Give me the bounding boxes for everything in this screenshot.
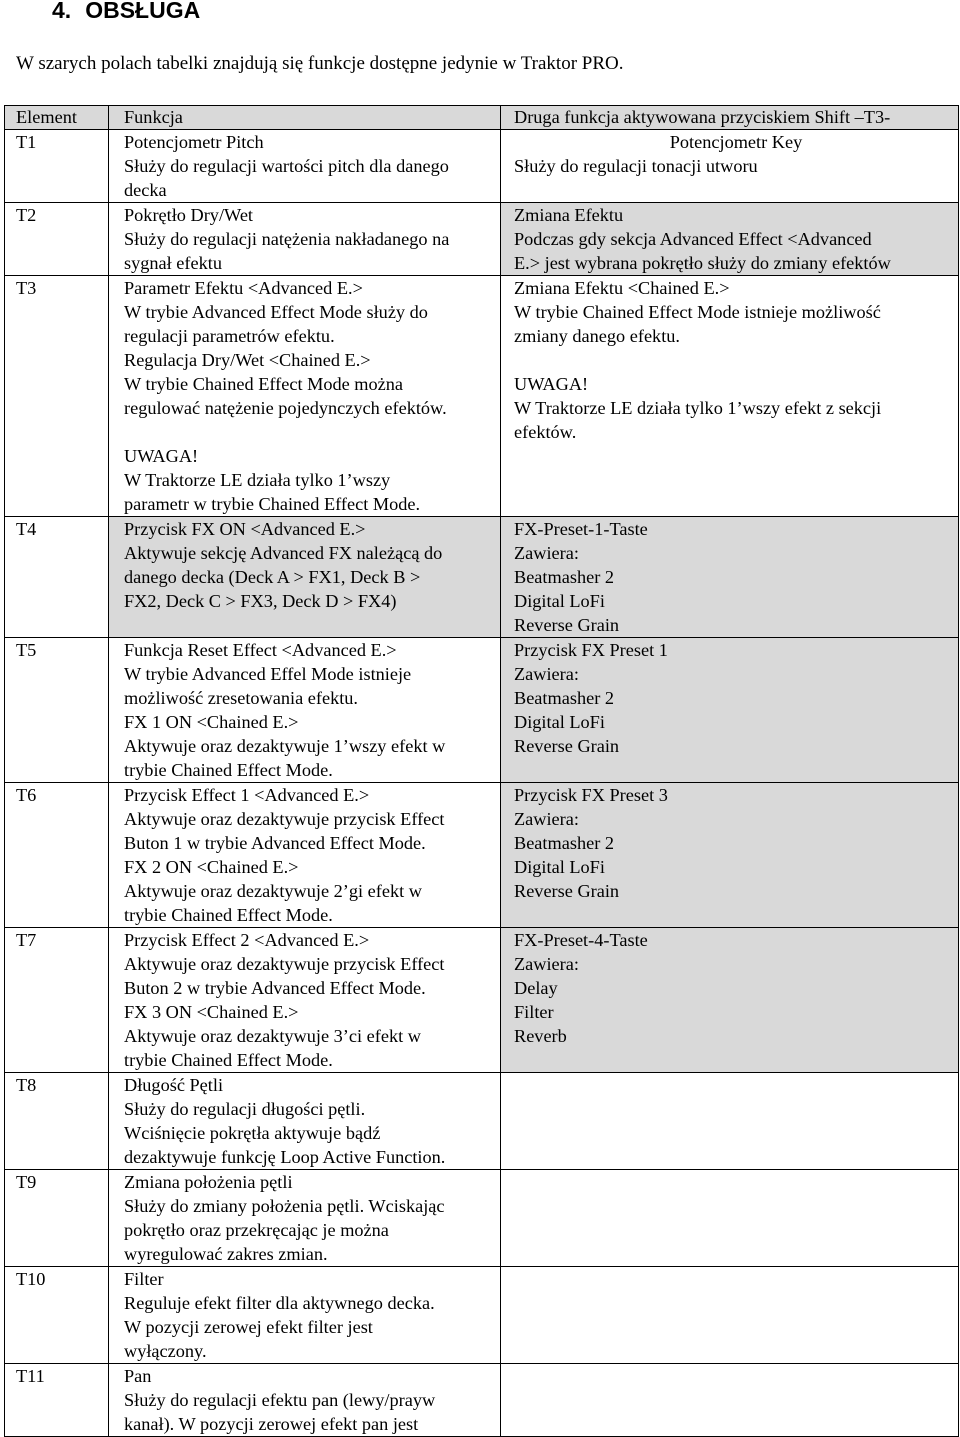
function-cell: [109, 638, 501, 783]
table-row: [5, 1364, 959, 1437]
function-line: Służy do zmiany położenia pętli. Wciskając: [124, 1196, 445, 1216]
function-line: W trybie Advanced Effect Mode służy do: [124, 302, 428, 322]
table-row: [5, 1170, 959, 1267]
function-line: Potencjometr Pitch: [124, 132, 264, 152]
table-row: [5, 517, 959, 638]
function-line: Aktywuje oraz dezaktywuje przycisk Effect: [124, 954, 445, 974]
second-function-line: Digital LoFi: [514, 857, 605, 877]
function-line: W trybie Chained Effect Mode można: [124, 374, 404, 394]
function-line: decka: [124, 180, 167, 200]
second-function-line: Delay: [514, 978, 558, 998]
function-line: parametr w trybie Chained Effect Mode.: [124, 494, 421, 514]
function-line: sygnał efektu: [124, 253, 222, 273]
function-line: Służy do regulacji efektu pan (lewy/prayw: [124, 1390, 436, 1410]
second-function-cell: [501, 203, 959, 276]
element-id-cell: T3: [5, 276, 109, 517]
controls-table: [4, 105, 959, 1437]
function-line: dezaktywuje funkcję Loop Active Function.: [124, 1147, 446, 1167]
function-line: Reguluje efekt filter dla aktywnego decka.: [124, 1293, 435, 1313]
second-function-line: Zawiera:: [514, 543, 579, 563]
function-line: kanał). W pozycji zerowej efekt pan jest: [124, 1414, 419, 1434]
table-header-row: [5, 106, 959, 130]
second-function-line: E.> jest wybrana pokrętło służy do zmiany efektów: [514, 253, 891, 273]
element-id-cell: T9: [5, 1170, 109, 1267]
function-line: Aktywuje oraz dezaktywuje 2’gi efekt w: [124, 881, 422, 901]
function-line: W trybie Advanced Effel Mode istnieje: [124, 664, 412, 684]
second-function-line: Przycisk FX Preset 1: [514, 640, 668, 660]
second-function-line: [514, 348, 958, 372]
second-function-line: W Traktorze LE działa tylko 1’wszy efekt z sekcji: [514, 398, 882, 418]
function-line: danego decka (Deck A > FX1, Deck B >: [124, 567, 421, 587]
table-row: [5, 783, 959, 928]
second-function-line: Zawiera:: [514, 664, 579, 684]
second-function-cell: [501, 517, 959, 638]
element-id-cell: T5: [5, 638, 109, 783]
second-function-line: Reverse Grain: [514, 881, 620, 901]
second-function-cell: [501, 638, 959, 783]
second-function-line: Beatmasher 2: [514, 567, 615, 587]
function-line: Parametr Efektu <Advanced E.>: [124, 278, 363, 298]
second-function-cell: [501, 1364, 959, 1437]
second-function-line: Reverse Grain: [514, 615, 620, 635]
table-row: [5, 638, 959, 783]
function-cell: [109, 783, 501, 928]
second-function-line: Potencjometr Key: [669, 132, 803, 152]
function-line: regulacji parametrów efektu.: [124, 326, 335, 346]
section-heading: [52, 0, 200, 24]
function-cell: [109, 1170, 501, 1267]
function-line: wyłączony.: [124, 1341, 207, 1361]
second-function-line: Digital LoFi: [514, 591, 605, 611]
second-function-line: Zmiana Efektu: [514, 205, 624, 225]
section-title: OBSŁUGA: [85, 0, 201, 23]
header-function: Funkcja: [109, 106, 501, 130]
function-line: trybie Chained Effect Mode.: [124, 1050, 333, 1070]
function-cell: [109, 130, 501, 203]
function-line: W pozycji zerowej efekt filter jest: [124, 1317, 373, 1337]
second-function-cell: [501, 1267, 959, 1364]
function-line: UWAGA!: [124, 446, 199, 466]
function-line: FX2, Deck C > FX3, Deck D > FX4): [124, 591, 397, 611]
function-line: Służy do regulacji długości pętli.: [124, 1099, 366, 1119]
function-line: regulować natężenie pojedynczych efektów.: [124, 398, 447, 418]
function-line: trybie Chained Effect Mode.: [124, 905, 333, 925]
function-cell: [109, 517, 501, 638]
function-line: Filter: [124, 1269, 164, 1289]
second-function-line: Przycisk FX Preset 3: [514, 785, 668, 805]
function-line: Przycisk FX ON <Advanced E.>: [124, 519, 366, 539]
second-function-line: Filter: [514, 1002, 554, 1022]
table-row: [5, 276, 959, 517]
function-line: trybie Chained Effect Mode.: [124, 760, 333, 780]
element-id-cell: T11: [5, 1364, 109, 1437]
second-function-line: Reverse Grain: [514, 736, 620, 756]
function-line: Regulacja Dry/Wet <Chained E.>: [124, 350, 371, 370]
function-line: Aktywuje oraz dezaktywuje 3’ci efekt w: [124, 1026, 421, 1046]
element-id-cell: T1: [5, 130, 109, 203]
second-function-line: Zawiera:: [514, 954, 579, 974]
second-function-line: UWAGA!: [514, 374, 589, 394]
second-function-cell: [501, 276, 959, 517]
second-function-cell: [501, 1170, 959, 1267]
intro-paragraph: W szarych polach tabelki znajdują się funkcje dostępne jedynie w Traktor PRO.: [16, 53, 624, 74]
function-line: wyregulować zakres zmian.: [124, 1244, 328, 1264]
function-line: Aktywuje sekcję Advanced FX należącą do: [124, 543, 443, 563]
function-line: Pokrętło Dry/Wet: [124, 205, 254, 225]
element-id-cell: T6: [5, 783, 109, 928]
table-row: [5, 203, 959, 276]
function-line: [124, 420, 494, 444]
function-line: Służy do regulacji wartości pitch dla danego: [124, 156, 449, 176]
function-line: pokrętło oraz przekręcając je można: [124, 1220, 389, 1240]
second-function-line: Reverb: [514, 1026, 567, 1046]
function-line: Długość Pętli: [124, 1075, 224, 1095]
second-function-line: Digital LoFi: [514, 712, 605, 732]
element-id-cell: T4: [5, 517, 109, 638]
function-line: Buton 1 w trybie Advanced Effect Mode.: [124, 833, 426, 853]
function-cell: [109, 928, 501, 1073]
table-row: [5, 928, 959, 1073]
function-line: Służy do regulacji natężenia nakładanego na: [124, 229, 450, 249]
function-line: FX 3 ON <Chained E.>: [124, 1002, 299, 1022]
section-number: 4.: [52, 0, 72, 23]
function-line: W Traktorze LE działa tylko 1’wszy: [124, 470, 391, 490]
table-row: [5, 130, 959, 203]
second-function-line: FX-Preset-4-Taste: [514, 930, 648, 950]
second-function-line: W trybie Chained Effect Mode istnieje możliwość: [514, 302, 881, 322]
second-function-line: Beatmasher 2: [514, 833, 615, 853]
second-function-line: Zmiana Efektu <Chained E.>: [514, 278, 730, 298]
second-function-line: Beatmasher 2: [514, 688, 615, 708]
header-element: Element: [5, 106, 109, 130]
function-cell: [109, 1364, 501, 1437]
function-line: FX 2 ON <Chained E.>: [124, 857, 299, 877]
table-row: [5, 1267, 959, 1364]
function-line: Aktywuje oraz dezaktywuje 1’wszy efekt w: [124, 736, 446, 756]
header-second-function: Druga funkcja aktywowana przyciskiem Shift –T3-: [501, 106, 959, 130]
second-function-cell: [501, 1073, 959, 1170]
function-line: Buton 2 w trybie Advanced Effect Mode.: [124, 978, 426, 998]
function-line: Wciśnięcie pokrętła aktywuje bądź: [124, 1123, 381, 1143]
element-id-cell: T8: [5, 1073, 109, 1170]
function-line: Przycisk Effect 1 <Advanced E.>: [124, 785, 370, 805]
second-function-line: Służy do regulacji tonacji utworu: [514, 156, 758, 176]
table-row: [5, 1073, 959, 1170]
function-line: Przycisk Effect 2 <Advanced E.>: [124, 930, 370, 950]
second-function-line: Zawiera:: [514, 809, 579, 829]
second-function-line: zmiany danego efektu.: [514, 326, 680, 346]
element-id-cell: T2: [5, 203, 109, 276]
second-function-cell: [501, 783, 959, 928]
second-function-line: efektów.: [514, 422, 577, 442]
second-function-line: FX-Preset-1-Taste: [514, 519, 648, 539]
function-line: Aktywuje oraz dezaktywuje przycisk Effect: [124, 809, 445, 829]
second-function-cell: [501, 928, 959, 1073]
function-cell: [109, 203, 501, 276]
function-cell: [109, 1267, 501, 1364]
second-function-cell: [501, 130, 959, 203]
function-cell: [109, 1073, 501, 1170]
element-id-cell: T10: [5, 1267, 109, 1364]
second-function-line: Podczas gdy sekcja Advanced Effect <Advanced: [514, 229, 872, 249]
function-line: możliwość zresetowania efektu.: [124, 688, 359, 708]
function-line: Funkcja Reset Effect <Advanced E.>: [124, 640, 397, 660]
function-line: FX 1 ON <Chained E.>: [124, 712, 299, 732]
element-id-cell: T7: [5, 928, 109, 1073]
function-line: Pan: [124, 1366, 152, 1386]
function-line: Zmiana położenia pętli: [124, 1172, 293, 1192]
function-cell: [109, 276, 501, 517]
